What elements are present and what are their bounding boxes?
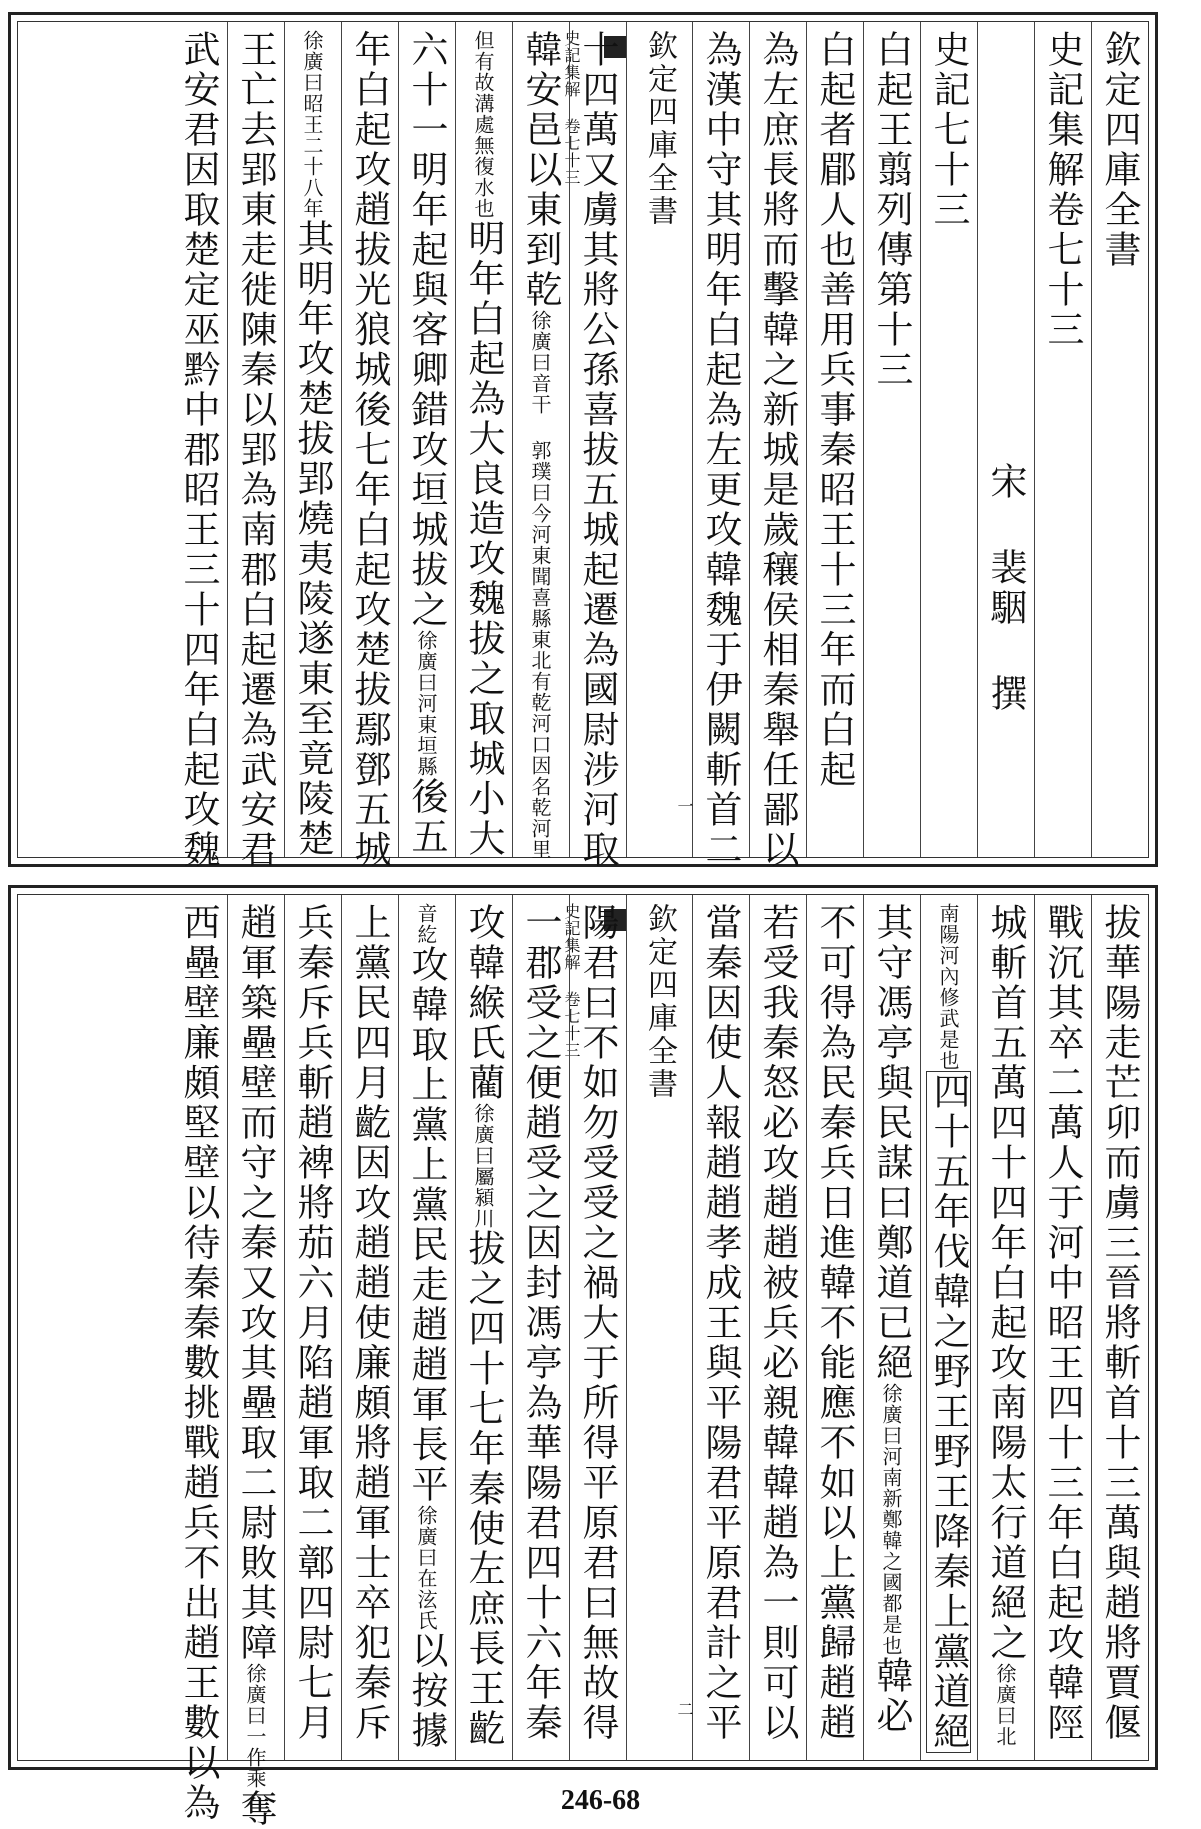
text-column bbox=[170, 22, 227, 870]
header-text: 欽定四庫全書 bbox=[1098, 30, 1141, 270]
column-text: 趙軍築壘壁而守之秦又攻其壘取二尉敗其障 bbox=[234, 903, 277, 1663]
text-column bbox=[692, 22, 749, 870]
text-column bbox=[512, 22, 569, 860]
text-column bbox=[806, 895, 863, 1760]
column-text: 城斬首五萬四十四年白起攻南陽太行道絕之 bbox=[984, 903, 1027, 1663]
column-text: 以按據 bbox=[405, 1631, 448, 1751]
text-column bbox=[398, 895, 455, 1760]
book-title-column bbox=[1034, 22, 1091, 857]
center-title: 欽定四庫全書 bbox=[642, 903, 677, 1101]
column-text: 上黨民四月齕因攻趙趙使廉頗將趙軍士卒犯秦斥 bbox=[348, 903, 391, 1743]
annotation: 徐廣曰屬潁川 bbox=[471, 1103, 495, 1229]
text-column bbox=[512, 895, 569, 1760]
column-text: 一郡受之便趙受之因封馮亭為華陽君四十六年秦 bbox=[519, 903, 562, 1743]
author-column bbox=[977, 22, 1034, 857]
text-column bbox=[1034, 895, 1091, 1760]
column-text: 白起者郿人也善用兵事秦昭王十三年而白起 bbox=[813, 30, 856, 790]
author-text: 宋 裴駰 撰 bbox=[984, 462, 1027, 714]
text-column bbox=[863, 22, 920, 857]
column-text: 若受我秦怒必攻趙趙被兵必親韓韓趙為一則可以 bbox=[756, 903, 799, 1743]
text-column bbox=[455, 22, 512, 857]
column-text: 陽君曰不如勿受受之禍大于所得平原君曰無故得 bbox=[576, 903, 619, 1743]
column-text: 為左庶長將而擊韓之新城是歲穰侯相秦舉任鄙以 bbox=[756, 30, 799, 870]
text-column bbox=[455, 895, 512, 1760]
column-text: 奪 bbox=[234, 1789, 277, 1829]
text-column bbox=[806, 22, 863, 857]
column-text: 六十一明年起與客卿錯攻垣城拔之 bbox=[405, 30, 448, 630]
text-column bbox=[341, 895, 398, 1760]
column-text: 史記七十三 bbox=[927, 30, 970, 230]
center-subtitle: 史記集解 卷七十三 bbox=[562, 30, 581, 186]
text-column bbox=[692, 895, 749, 1760]
center-title: 欽定四庫全書 bbox=[642, 30, 677, 228]
page-number: 246-68 bbox=[560, 1785, 641, 1816]
column-text: 武安君因取楚定巫黔中郡昭王三十四年白起攻魏 bbox=[177, 30, 220, 870]
text-column bbox=[863, 895, 920, 1760]
annotation: 但有故溝處無復水也 bbox=[471, 30, 495, 219]
annotation: 南陽河內修武是也 bbox=[936, 903, 960, 1071]
text-column bbox=[170, 895, 227, 1823]
text-column bbox=[1091, 895, 1148, 1760]
text-column bbox=[227, 22, 284, 870]
column-text: 為漢中守其明年白起為左更攻韓魏于伊闕斬首二 bbox=[699, 30, 742, 870]
column-text: 年白起攻趙拔光狼城後七年白起攻楚拔鄢鄧五城 bbox=[348, 30, 391, 870]
column-text: 拔華陽走芒卯而虜三晉將斬首十三萬與趙將賈偃 bbox=[1098, 903, 1141, 1743]
annotation: 徐廣曰一作乘 bbox=[243, 1663, 267, 1789]
top-page bbox=[8, 12, 1158, 870]
annotation: 徐廣曰昭王二十八年 bbox=[300, 30, 324, 219]
column-text: 攻韓取上黨上黨民走趙趙軍長平 bbox=[405, 945, 448, 1505]
text-column bbox=[920, 22, 977, 857]
text-column bbox=[977, 895, 1034, 1760]
column-text: 十四萬又虜其將公孫喜拔五城起遷為國尉涉河取 bbox=[576, 30, 619, 870]
text-column bbox=[569, 22, 626, 870]
column-text: 明年白起為大良造攻魏拔之取城小大 bbox=[462, 219, 505, 859]
text-column bbox=[749, 22, 806, 870]
column-text: 韓必 bbox=[870, 1656, 913, 1736]
column-text: 王亡去郢東走徙陳秦以郢為南郡白起遷為武安君 bbox=[234, 30, 277, 870]
column-text: 後五 bbox=[405, 777, 448, 857]
column-text: 四十五年伐韓之野王野王降秦上黨道絕 bbox=[927, 1072, 970, 1752]
column-text: 其明年攻楚拔郢燒夷陵遂東至竟陵楚 bbox=[291, 219, 334, 859]
column-text: 兵秦斥兵斬趙裨將茄六月陷趙軍取二鄣四尉七月 bbox=[291, 903, 334, 1743]
text-column bbox=[920, 895, 977, 1760]
annotation: 徐廣曰河南新鄭韓之國都是也 bbox=[879, 1383, 903, 1656]
column-text: 其守馮亭與民謀曰鄭道已絕 bbox=[870, 903, 913, 1383]
text-column bbox=[398, 22, 455, 857]
column-text: 當秦因使人報趙趙孝成王與平陽君平原君計之平 bbox=[699, 903, 742, 1743]
column-text: 不可得為民秦兵日進韓不能應不如以上黨歸趙趙 bbox=[813, 903, 856, 1743]
text-column bbox=[284, 895, 341, 1760]
center-subtitle: 史記集解 卷七十三 bbox=[562, 903, 581, 1059]
header-column bbox=[1091, 22, 1148, 857]
column-text: 拔之四十七年秦使左庶長王齕 bbox=[462, 1229, 505, 1749]
annotation: 徐廣曰在泫氏 bbox=[414, 1505, 438, 1631]
annotation: 音紇 bbox=[414, 903, 438, 945]
column-text: 攻韓緱氏藺 bbox=[462, 903, 505, 1103]
leaf-number: 一 bbox=[675, 798, 694, 817]
text-column bbox=[341, 22, 398, 870]
column-text: 西壘壁廉頗堅壁以待秦秦數挑戰趙兵不出趙王數以為 bbox=[177, 903, 220, 1823]
text-column bbox=[227, 895, 284, 1829]
text-column bbox=[569, 895, 626, 1760]
column-text: 韓安邑以東到乾 bbox=[519, 30, 562, 310]
text-column bbox=[749, 895, 806, 1760]
book-title: 史記集解卷七十三 bbox=[1041, 30, 1084, 350]
column-text: 戰沉其卒二萬人于河中昭王四十三年白起攻韓陘 bbox=[1041, 903, 1084, 1743]
annotation: 徐廣曰河東垣縣 bbox=[414, 630, 438, 777]
annotation: 徐廣曰北 bbox=[993, 1663, 1017, 1747]
column-text: 白起王翦列傳第十三 bbox=[870, 30, 913, 390]
annotation: 徐廣曰音干 郭璞曰今河東聞喜縣東北有乾河口因名乾河里 bbox=[528, 310, 552, 860]
leaf-number: 二 bbox=[675, 1701, 694, 1720]
text-column bbox=[284, 22, 341, 857]
